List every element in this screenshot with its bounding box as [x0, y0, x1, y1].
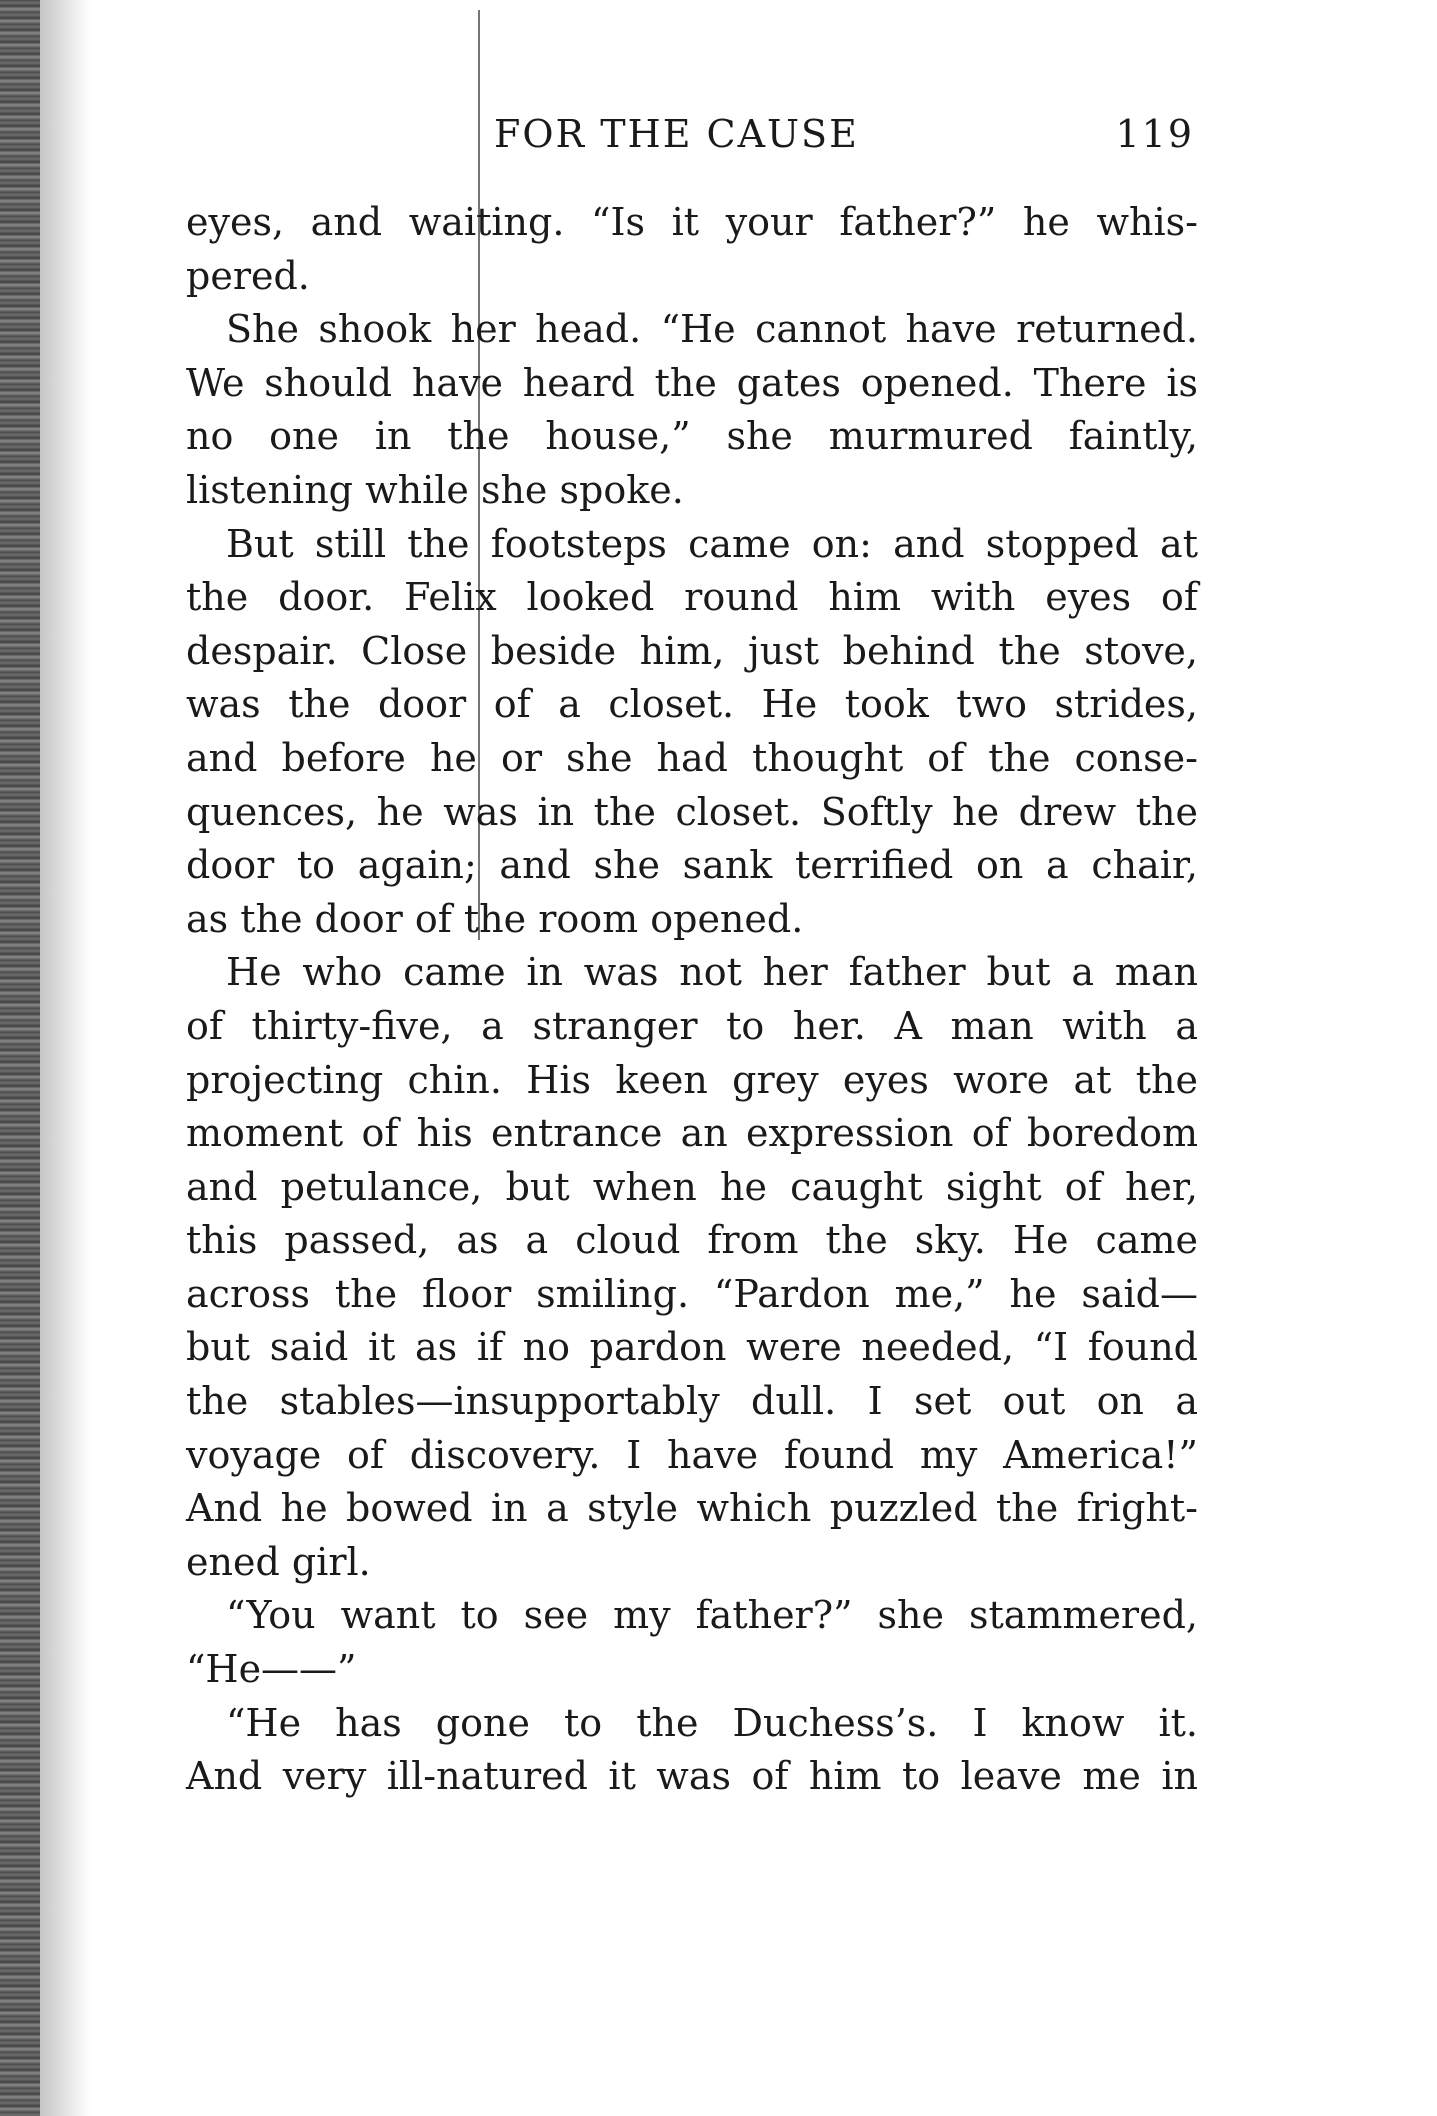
text-line: “He has gone to the Duchess’s. I know it. — [226, 1700, 1198, 1745]
text-line: We should have heard the gates opened. There is — [186, 360, 1198, 405]
text-line: And he bowed in a style which puzzled the fright- — [186, 1486, 1198, 1531]
text-line: quences, he was in the closet. Softly he drew the — [186, 789, 1198, 834]
text-line: no one in the house,” she murmured faintly, — [186, 414, 1198, 459]
text-line: voyage of discovery. I have found my America!” — [186, 1432, 1198, 1477]
text-line: He who came in was not her father but a man — [226, 950, 1198, 995]
text-line: and before he or she had thought of the conse- — [186, 735, 1198, 780]
text-line: this passed, as a cloud from the sky. He came — [186, 1218, 1198, 1263]
text-line: door to again; and she sank terrified on a chair, — [186, 843, 1198, 888]
text-line: but said it as if no pardon were needed, “I found — [186, 1325, 1198, 1370]
running-header — [494, 112, 1194, 172]
text-line: and petulance, but when he caught sight of her, — [186, 1164, 1198, 1209]
text-line: She shook her head. “He cannot have returned. — [226, 307, 1198, 352]
text-line: projecting chin. His keen grey eyes wore at the — [186, 1057, 1198, 1102]
text-line: listening while she spoke. — [186, 467, 684, 512]
text-line: “You want to see my father?” she stammered, — [226, 1593, 1198, 1638]
text-line: ened girl. — [186, 1539, 371, 1584]
text-line: across the floor smiling. “Pardon me,” he said— — [186, 1271, 1198, 1316]
text-line: moment of his entrance an expression of boredom — [186, 1111, 1198, 1156]
text-line: as the door of the room opened. — [186, 896, 804, 941]
text-line: pered. — [186, 253, 310, 298]
page-number: 119 — [1115, 112, 1194, 156]
text-line: of thirty-five, a stranger to her. A man with a — [186, 1003, 1198, 1048]
text-line: the door. Felix looked round him with eyes of — [186, 575, 1198, 620]
text-line: eyes, and waiting. “Is it your father?” he whis- — [186, 200, 1198, 244]
running-title: FOR THE CAUSE — [494, 112, 859, 156]
book-spine-shadow — [0, 0, 40, 2116]
body-text — [186, 196, 1198, 1804]
text-line: was the door of a closet. He took two strides, — [186, 682, 1198, 727]
gutter-shadow — [40, 0, 90, 2116]
text-line: And very ill-natured it was of him to leave me in — [186, 1754, 1198, 1799]
text-line: the stables—insupportably dull. I set out on a — [186, 1379, 1198, 1424]
text-line: But still the footsteps came on: and stopped at — [226, 521, 1198, 566]
text-line: “He——” — [186, 1647, 357, 1692]
text-line: despair. Close beside him, just behind the stove, — [186, 628, 1198, 673]
